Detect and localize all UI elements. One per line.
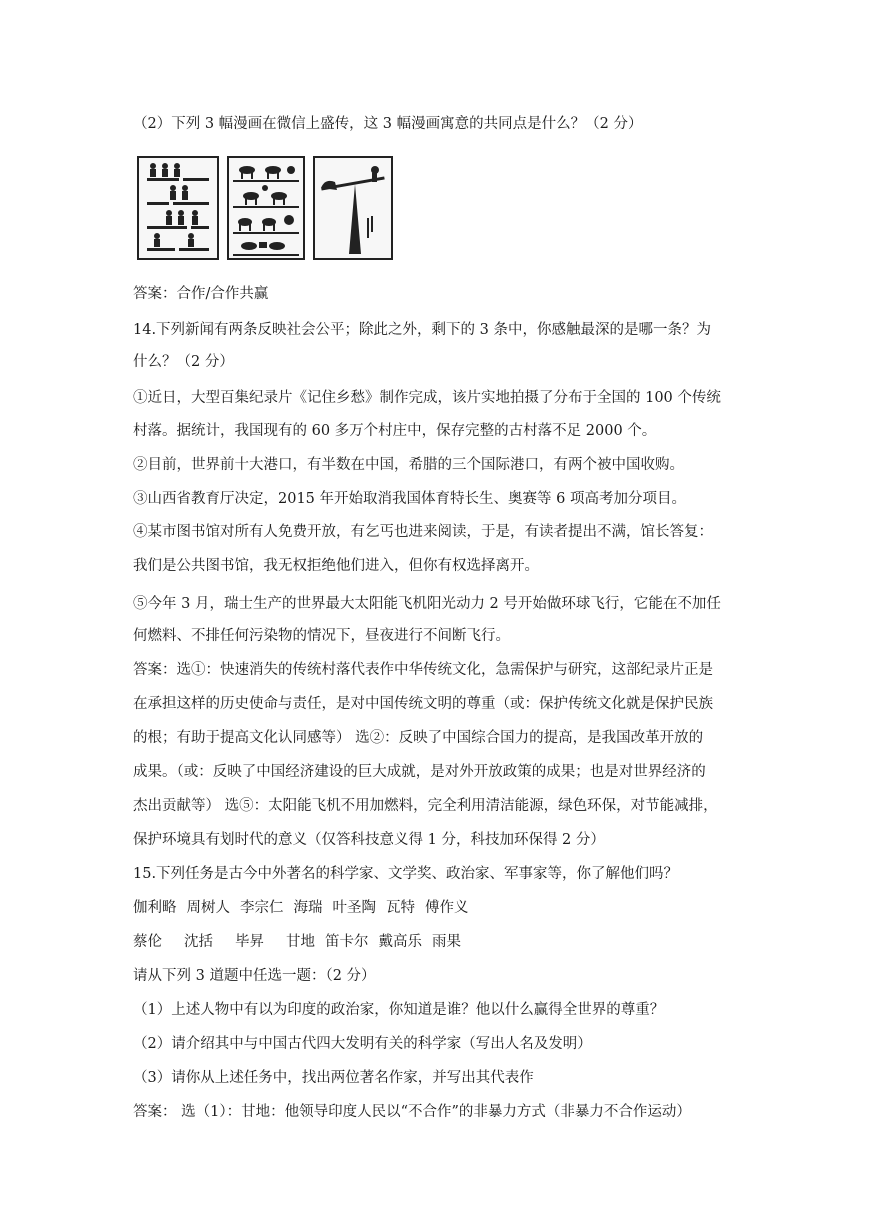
q15-names-row-2	[133, 932, 753, 952]
q15-option-1: （1）上述人物中有以为印度的政治家，你知道是谁？他以什么赢得全世界的尊重？	[133, 1002, 665, 1018]
name-item: 伽利略	[133, 900, 177, 916]
name-item: 李宗仁	[240, 900, 284, 916]
comic-cooperation-runners-icon	[137, 156, 219, 260]
name-item: 戴高乐	[378, 934, 422, 950]
q14-item-2: ②目前，世界前十大港口，有半数在中国，希腊的三个国际港口，有两个被中国收购。	[133, 457, 684, 473]
name-item: 周树人	[186, 900, 230, 916]
q14-answer-line-6: 保护环境具有划时代的意义（仅答科技意义得 1 分，科技加环保得 2 分）	[133, 832, 605, 848]
name-item: 瓦特	[386, 900, 415, 916]
q15-stem: 15.下列任务是古今中外著名的科学家、文学奖、政治家、军事家等，你了解他们吗？	[133, 866, 679, 882]
q13-part2-question: （2）下列 3 幅漫画在微信上盛传，这 3 幅漫画寓意的共同点是什么？（2 分）	[133, 116, 643, 132]
name-item: 笛卡尔	[325, 934, 369, 950]
q14-item-3: ③山西省教育厅决定，2015 年开始取消我国体育特长生、奥赛等 6 项高考加分项目。	[133, 491, 686, 507]
name-item: 叶圣陶	[332, 900, 376, 916]
q14-stem-line-2: 什么？（2 分）	[133, 354, 234, 370]
name-item: 海瑞	[293, 900, 323, 916]
q14-answer-line-2: 在承担这样的历史使命与责任，是对中国传统文明的尊重（或：保护传统文化就是保护民族	[133, 696, 713, 712]
name-item: 毕昇	[235, 934, 264, 950]
q14-item-1b: 村落。据统计，我国现有的 60 多万个村庄中，保存完整的古村落不足 2000 个。	[133, 423, 657, 439]
name-item: 傅作义	[425, 900, 469, 916]
name-item: 雨果	[432, 934, 461, 950]
q13-answer: 答案：合作/合作共赢	[133, 286, 269, 302]
q14-item-5b: 何燃料、不排任何污染物的情况下，昼夜进行不间断飞行。	[133, 628, 510, 644]
q14-item-1a: ①近日，大型百集纪录片《记住乡愁》制作完成，该片实地拍摄了分布于全国的 100 个传统	[133, 390, 721, 406]
q14-answer-line-5: 杰出贡献等） 选⑤：太阳能飞机不用加燃料，完全利用清洁能源，绿色环保，对节能减排，	[133, 798, 718, 814]
q14-item-4a: ④某市图书馆对所有人免费开放，有乞丐也进来阅读，于是，有读者提出不满，馆长答复：	[133, 524, 713, 540]
q14-stem-line-1: 14.下列新闻有两条反映社会公平；除此之外，剩下的 3 条中，你感触最深的是哪一条？为	[133, 322, 711, 338]
q14-item-5a: ⑤今年 3 月，瑞士生产的世界最大太阳能飞机阳光动力 2 号开始做环球飞行，它能在不加任	[133, 596, 721, 612]
comic-seesaw-tower-icon	[313, 156, 393, 260]
q15-option-2: （2）请介绍其中与中国古代四大发明有关的科学家（写出人名及发明）	[133, 1036, 592, 1052]
q14-item-4b: 我们是公共图书馆，我无权拒绝他们进入，但你有权选择离开。	[133, 558, 539, 574]
comic-horses-pulling-icon	[227, 156, 305, 260]
q15-names-row-1	[133, 898, 753, 918]
q15-instruction: 请从下列 3 道题中任选一题：（2 分）	[133, 968, 376, 984]
name-item: 蔡伦	[133, 934, 162, 950]
q15-answer: 答案： 选（1）：甘地：他领导印度人民以“不合作”的非暴力方式（非暴力不合作运动）	[133, 1104, 691, 1120]
q14-answer-line-4: 成果。（或：反映了中国经济建设的巨大成就，是对外开放政策的成果；也是对世界经济的	[133, 764, 706, 780]
name-item: 沈括	[184, 934, 213, 950]
q15-option-3: （3）请你从上述任务中，找出两位著名作家，并写出其代表作	[133, 1070, 534, 1086]
q14-answer-line-3: 的根；有助于提高文化认同感等） 选②：反映了中国综合国力的提高，是我国改革开放的	[133, 730, 704, 746]
q14-answer-line-1: 答案：选①：快速消失的传统村落代表作中华传统文化，急需保护与研究，这部纪录片正是	[133, 662, 713, 678]
name-item: 甘地	[286, 934, 315, 950]
